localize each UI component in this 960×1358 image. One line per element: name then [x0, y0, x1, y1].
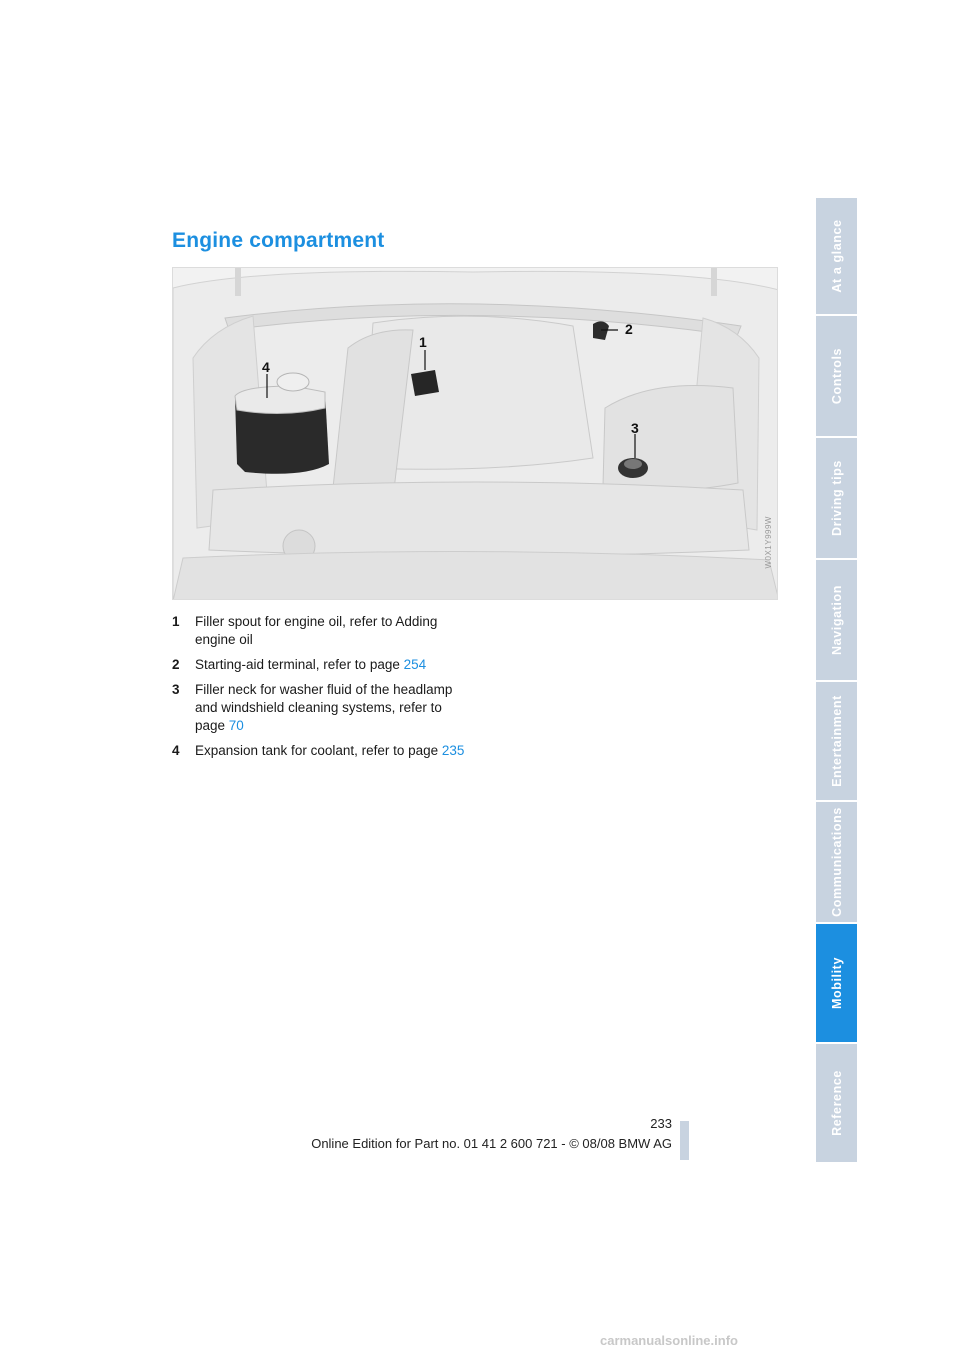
legend-list — [172, 613, 472, 767]
callout-3: 3 — [631, 420, 639, 436]
tab-mobility[interactable]: Mobility — [816, 924, 857, 1044]
page-title: Engine compartment — [172, 229, 385, 252]
footer-bar — [680, 1121, 689, 1160]
legend-number: 1 — [172, 614, 180, 629]
expansion-tank-cap — [277, 373, 309, 391]
tab-entertainment[interactable]: Entertainment — [816, 682, 857, 802]
tab-driving-tips[interactable]: Driving tips — [816, 438, 857, 560]
legend-text: Filler neck for washer fluid of the headlamp and windshield cleaning systems, refer to page 70 — [195, 682, 453, 733]
page-link[interactable]: 70 — [228, 718, 244, 733]
legend-number: 2 — [172, 657, 180, 672]
hood-strut-left — [235, 268, 241, 296]
legend-item — [172, 742, 472, 760]
page-number: 233 — [650, 1116, 672, 1131]
figure-code: W0X1Y999W — [764, 516, 773, 569]
legend-item — [172, 613, 472, 649]
engine-drawing — [173, 268, 778, 600]
chapter-sidebar — [816, 198, 857, 1164]
legend-item — [172, 656, 472, 674]
legend-text: Expansion tank for coolant, refer to page 235 — [195, 743, 465, 758]
footer-edition: Online Edition for Part no. 01 41 2 600 721 - © 08/08 BMW AG — [311, 1136, 672, 1151]
tab-navigation[interactable]: Navigation — [816, 560, 857, 682]
tab-controls[interactable]: Controls — [816, 316, 857, 438]
tab-at-a-glance[interactable]: At a glance — [816, 198, 857, 316]
legend-text: Filler spout for engine oil, refer to Adding engine oil — [195, 614, 438, 647]
expansion-tank-top — [235, 386, 325, 414]
watermark: carmanualsonline.info — [600, 1333, 738, 1348]
tab-communications[interactable]: Communications — [816, 802, 857, 924]
page-link[interactable]: 254 — [403, 657, 427, 672]
callout-1: 1 — [419, 334, 427, 350]
hood-strut-right — [711, 268, 717, 296]
callout-2: 2 — [625, 321, 633, 337]
oil-filler-cap — [411, 370, 439, 396]
engine-compartment-illustration — [172, 267, 778, 600]
legend-item — [172, 681, 472, 735]
legend-text: Starting-aid terminal, refer to page 254 — [195, 657, 427, 672]
legend-number: 4 — [172, 743, 180, 758]
page-link[interactable]: 235 — [441, 743, 465, 758]
callout-4: 4 — [262, 359, 270, 375]
legend-number: 3 — [172, 682, 180, 697]
tab-reference[interactable]: Reference — [816, 1044, 857, 1164]
